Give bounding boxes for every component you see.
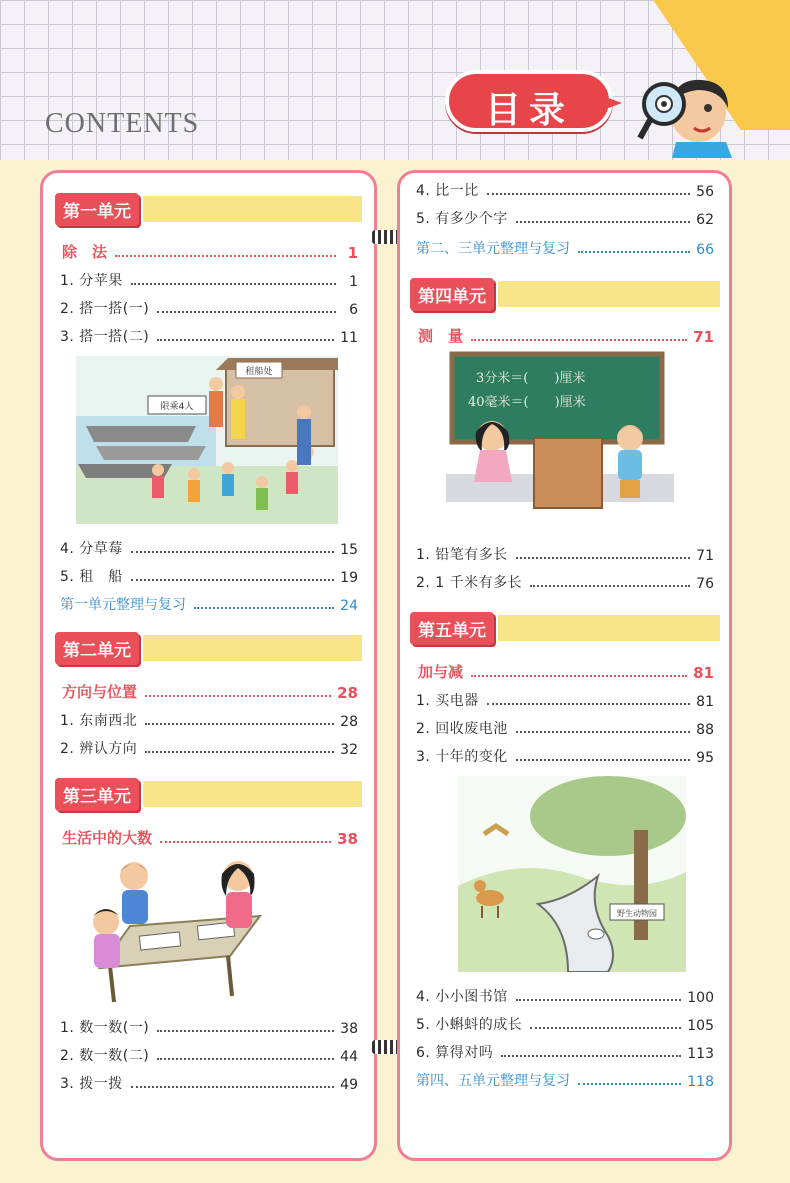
capacity-sign: 限乘4人 bbox=[160, 402, 194, 412]
toc-item[interactable]: 5. 租 船 19 bbox=[60, 569, 358, 586]
toc-item[interactable]: 4. 小小图书馆 100 bbox=[416, 989, 714, 1006]
toc-item[interactable]: 2. 辨认方向 32 bbox=[60, 741, 358, 758]
board-question-1: 3分米＝( )厘米 bbox=[476, 371, 586, 386]
toc-item[interactable]: 2. 1 千米有多长 76 bbox=[416, 575, 714, 592]
toc-review-unit-1[interactable]: 第一单元整理与复习 24 bbox=[60, 597, 358, 614]
contents-heading: CONTENTS bbox=[45, 108, 200, 139]
unit-5-header bbox=[410, 612, 720, 644]
unit-bar bbox=[498, 281, 720, 307]
toc-item[interactable]: 1. 买电器 81 bbox=[416, 693, 714, 710]
toc-review-unit-4-5[interactable]: 第四、五单元整理与复习 118 bbox=[416, 1073, 714, 1090]
unit-4-header bbox=[410, 278, 720, 310]
toc-section-division[interactable]: 除 法 1 bbox=[62, 243, 358, 262]
unit-tag: 第三单元 bbox=[55, 778, 139, 811]
toc-item[interactable]: 1. 东南西北 28 bbox=[60, 713, 358, 730]
toc-item[interactable]: 3. 拨一拨 49 bbox=[60, 1076, 358, 1093]
unit-tag: 第四单元 bbox=[410, 278, 494, 311]
wildlife-park-illustration bbox=[458, 776, 686, 972]
toc-item[interactable]: 3. 十年的变化 95 bbox=[416, 749, 714, 766]
page-title-bubble bbox=[445, 70, 613, 132]
unit-tag: 第二单元 bbox=[55, 632, 139, 665]
boat-rental-illustration bbox=[76, 356, 338, 524]
board-question-2: 40毫米＝( )厘米 bbox=[468, 395, 586, 410]
toc-section-measure[interactable]: 测 量 71 bbox=[418, 327, 714, 346]
toc-item[interactable]: 2. 数一数(二) 44 bbox=[60, 1048, 358, 1065]
unit-tag: 第五单元 bbox=[410, 612, 494, 645]
toc-item[interactable]: 4. 分草莓 15 bbox=[60, 541, 358, 558]
boy-with-magnifier-illustration bbox=[636, 68, 746, 158]
unit-bar bbox=[143, 196, 362, 222]
toc-section-large-numbers[interactable]: 生活中的大数 38 bbox=[62, 829, 358, 848]
rental-office-sign: 租船处 bbox=[245, 367, 273, 377]
toc-item[interactable]: 5. 小蝌蚪的成长 105 bbox=[416, 1017, 714, 1034]
toc-item[interactable]: 1. 铅笔有多长 71 bbox=[416, 547, 714, 564]
unit-bar bbox=[143, 781, 362, 807]
toc-item[interactable]: 3. 搭一搭(二) 11 bbox=[60, 329, 358, 346]
toc-item[interactable]: 1. 分苹果 1 bbox=[60, 273, 358, 290]
unit-2-header bbox=[55, 632, 362, 664]
toc-item[interactable]: 2. 回收废电池 88 bbox=[416, 721, 714, 738]
toc-item[interactable]: 2. 搭一搭(一) 6 bbox=[60, 301, 358, 318]
toc-item[interactable]: 4. 比一比 56 bbox=[416, 183, 714, 200]
unit-bar bbox=[498, 615, 720, 641]
blackboard-classroom-illustration bbox=[446, 350, 674, 512]
toc-section-add-subtract[interactable]: 加与减 81 bbox=[418, 663, 714, 682]
toc-item[interactable]: 6. 算得对吗 113 bbox=[416, 1045, 714, 1062]
unit-bar bbox=[143, 635, 362, 661]
toc-item[interactable]: 5. 有多少个字 62 bbox=[416, 211, 714, 228]
bubble-tail bbox=[600, 95, 622, 111]
toc-section-direction[interactable]: 方向与位置 28 bbox=[62, 683, 358, 702]
children-at-desk-illustration bbox=[80, 856, 270, 1006]
wildlife-park-sign: 野生动物园 bbox=[617, 909, 657, 918]
toc-item[interactable]: 1. 数一数(一) 38 bbox=[60, 1020, 358, 1037]
page-title: 目录 bbox=[484, 90, 573, 131]
toc-review-unit-2-3[interactable]: 第二、三单元整理与复习 66 bbox=[416, 241, 714, 258]
unit-1-header bbox=[55, 193, 362, 225]
unit-tag: 第一单元 bbox=[55, 193, 139, 226]
unit-3-header bbox=[55, 778, 362, 810]
